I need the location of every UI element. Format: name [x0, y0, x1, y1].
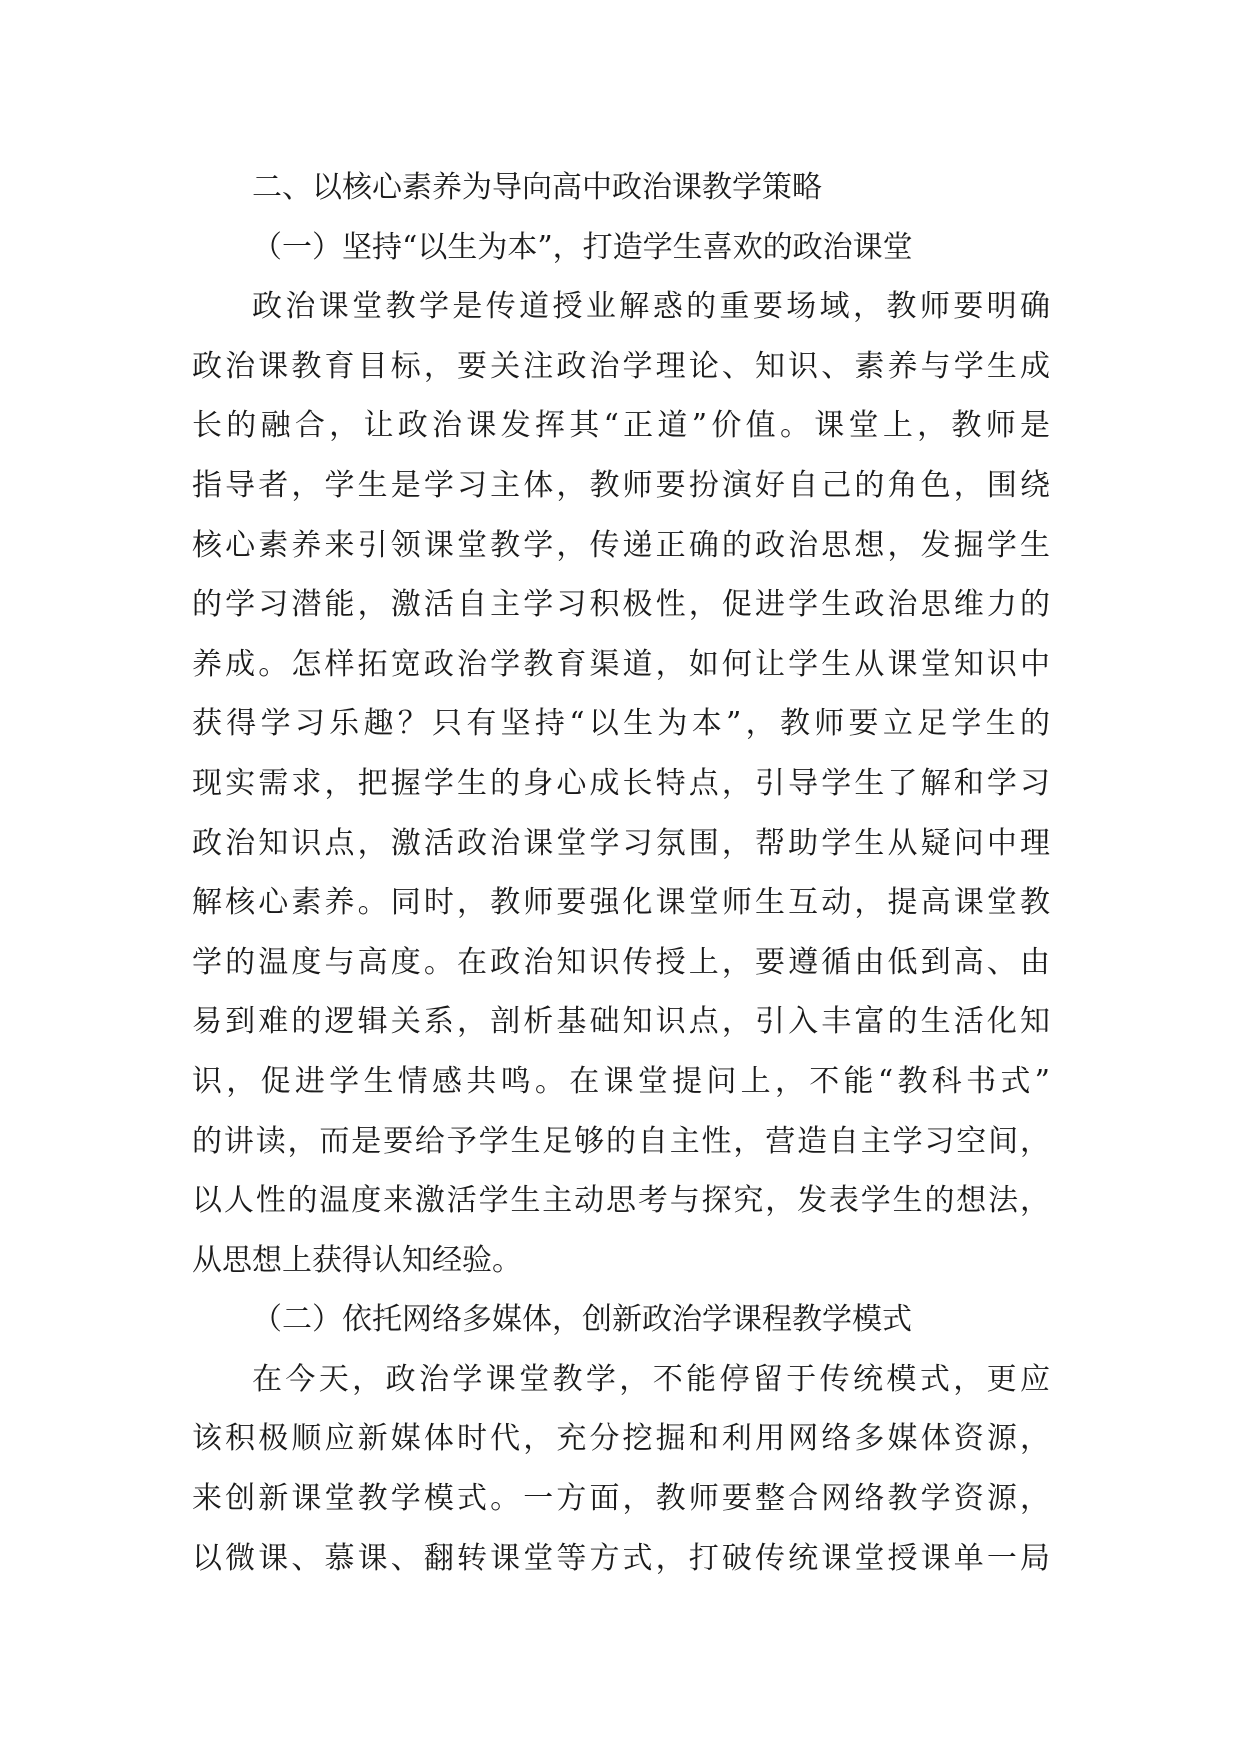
paragraph-line: 的讲读，而是要给予学生足够的自主性，营造自主学习空间，: [192, 1123, 1050, 1159]
paragraph-last-line: 从思想上获得认知经验。: [192, 1242, 522, 1278]
paragraph-line: 解核心素养。同时，教师要强化课堂师生互动，提高课堂教: [192, 885, 1050, 921]
subsection-heading-1: （一）坚持“以生为本”，打造学生喜欢的政治课堂: [252, 229, 913, 265]
paragraph-line: 以微课、慕课、翻转课堂等方式，打破传统课堂授课单一局: [192, 1540, 1050, 1576]
paragraph-line: 以人性的温度来激活学生主动思考与探究，发表学生的想法，: [192, 1183, 1050, 1219]
paragraph-line: 学的温度与高度。在政治知识传授上，要遵循由低到高、由: [192, 944, 1050, 980]
paragraph-line: 来创新课堂教学模式。一方面，教师要整合网络教学资源，: [192, 1481, 1050, 1517]
paragraph-line: 指导者，学生是学习主体，教师要扮演好自己的角色，围绕: [192, 467, 1050, 503]
subsection-heading-2: （二）依托网络多媒体，创新政治学课程教学模式: [252, 1302, 912, 1338]
paragraph-line: 该积极顺应新媒体时代，充分挖掘和利用网络多媒体资源，: [192, 1421, 1050, 1457]
paragraph-line: 的学习潜能，激活自主学习积极性，促进学生政治思维力的: [192, 587, 1050, 623]
paragraph-line: 易到难的逻辑关系，剖析基础知识点，引入丰富的生活化知: [192, 1004, 1050, 1040]
paragraph-line: 政治知识点，激活政治课堂学习氛围，帮助学生从疑问中理: [192, 825, 1050, 861]
section-heading: 二、以核心素养为导向高中政治课教学策略: [252, 170, 822, 205]
paragraph-line: 长的融合，让政治课发挥其“正道”价值。课堂上，教师是: [192, 408, 1050, 444]
document-body: [192, 158, 1050, 1588]
paragraph-line: 获得学习乐趣？只有坚持“以生为本”，教师要立足学生的: [192, 706, 1050, 742]
paragraph-line: 政治课教育目标，要关注政治学理论、知识、素养与学生成: [192, 348, 1050, 384]
paragraph-line: 核心素养来引领课堂教学，传递正确的政治思想，发掘学生: [192, 527, 1050, 563]
paragraph-line: 现实需求，把握学生的身心成长特点，引导学生了解和学习: [192, 765, 1050, 801]
paragraph-line: 政治课堂教学是传道授业解惑的重要场域，教师要明确: [252, 289, 1050, 325]
paragraph-line: 在今天，政治学课堂教学，不能停留于传统模式，更应: [252, 1361, 1050, 1397]
paragraph-line: 识，促进学生情感共鸣。在课堂提问上，不能“教科书式”: [192, 1063, 1050, 1099]
paragraph-line: 养成。怎样拓宽政治学教育渠道，如何让学生从课堂知识中: [192, 646, 1050, 682]
